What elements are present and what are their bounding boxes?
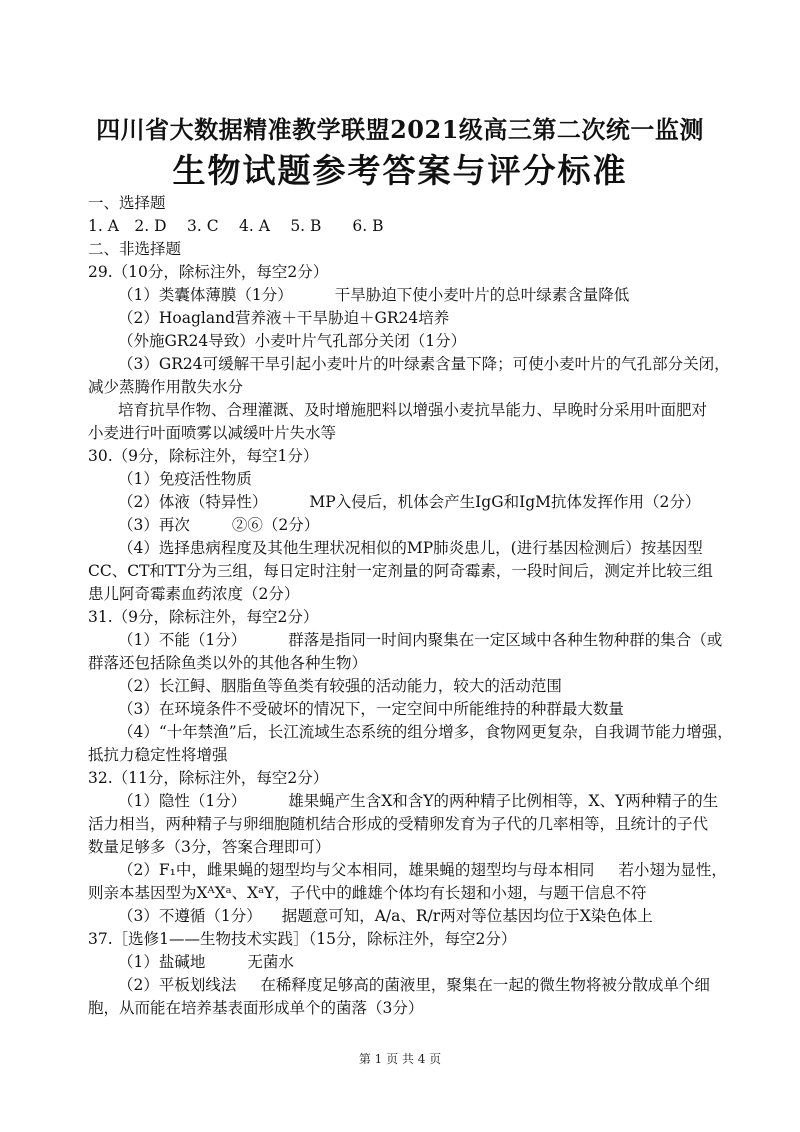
q32-answer-2: （2）F₁中，雌果蝇的翅型均与父本相同，雄果蝇的翅型均与母本相同 若小翅为显性， (118, 861, 727, 879)
q29-answer-3: （3）GR24可缓解干旱引起小麦叶片的叶绿素含量下降；可使小麦叶片的气孔部分关闭， (118, 355, 730, 373)
q29-answer-4b: 小麦进行叶面喷雾以减缓叶片失水等 (88, 424, 337, 442)
q29-heading: 29.（10分，除标注外，每空2分） (88, 263, 329, 281)
q30-answer-2: （2）体液（特异性） MP入侵后，机体会产生IgG和IgM抗体发挥作用（2分） (118, 493, 701, 511)
q32-answer-2c: 则亲本基因型为XᴬXᵃ、XᵃY，子代中的雌雄个体均有长翅和小翅，与题干信息不符 (88, 884, 647, 902)
q31-answer-1c: 群落还包括除鱼类以外的其他各种生物） (88, 654, 368, 672)
q30-answer-3: （3）再次 ②⑥（2分） (118, 516, 320, 534)
page-subtitle: 生物试题参考答案与评分标准 (172, 151, 628, 190)
q37-heading: 37.［选修1——生物技术实践］（15分，除标注外，每空2分） (88, 930, 517, 948)
q30-answer-4: （4）选择患病程度及其他生理状况相似的MP肺炎患儿，(进行基因检测后）按基因型 (118, 539, 703, 557)
q30-answer-1: （1）免疫活性物质 (118, 470, 252, 488)
q30-answer-4b: CC、CT和TT分为三组，每日定时注射一定剂量的阿奇霉素，一段时间后，测定并比较三组 (88, 562, 713, 580)
q30-heading: 30.（9分，除标注外，每空1分） (88, 447, 319, 465)
section-heading-choice: 一、选择题 (88, 194, 166, 212)
q29-answer-2b: （外施GR24导致）小麦叶片气孔部分关闭（1分） (118, 332, 467, 350)
q31-answer-1: （1）不能（1分） 群落是指同一时间内聚集在一定区域中各种生物种群的集合（或 (118, 631, 723, 649)
page-number: 第 1 页 共 4 页 (358, 1052, 442, 1066)
q29-answer-4: 培育抗旱作物、合理灌溉、及时增施肥料以增强小麦抗旱能力、早晚时分采用叶面肥对 (118, 401, 708, 419)
q29-answer-1: （1）类囊体薄膜（1分） 干旱胁迫下使小麦叶片的总叶绿素含量降低 (118, 286, 630, 304)
q31-heading: 31.（9分，除标注外，每空2分） (88, 608, 319, 626)
q37-answer-2: （2）平板划线法 在稀释度足够高的菌液里，聚集在一起的微生物将被分散成单个细 (118, 976, 710, 994)
q31-answer-4b: 抵抗力稳定性将增强 (88, 746, 228, 764)
q31-answer-2: （2）长江鲟、胭脂鱼等鱼类有较强的活动能力，较大的活动范围 (118, 677, 562, 695)
q31-answer-3: （3）在环境条件不受破坏的情况下，一定空间中所能维持的种群最大数量 (118, 700, 624, 718)
q30-answer-4c: 患儿阿奇霉素血药浓度（2分） (88, 585, 300, 603)
q29-answer-2: （2）Hoagland营养液＋干旱胁迫＋GR24培养 (118, 309, 450, 327)
q32-answer-1: （1）隐性（1分） 雄果蝇产生含X和含Y的两种精子比例相等，X、Y两种精子的生 (118, 792, 719, 810)
q32-heading: 32.（11分，除标注外，每空2分） (88, 769, 329, 787)
q32-answer-1d: 数量足够多（3分，答案合理即可） (88, 838, 331, 856)
q37-answer-1: （1）盐碱地 无菌水 (118, 953, 294, 971)
section-heading-nonchoice: 二、非选择题 (88, 240, 182, 258)
q32-answer-1c: 活力相当，两种精子与卵细胞随机结合形成的受精卵发育为子代的几率相等，且统计的子代 (88, 815, 709, 833)
choice-answers: 1. A 2. D 3. C 4. A 5. B 6. B (88, 217, 384, 235)
q31-answer-4: （4）“十年禁渔”后，长江流域生态系统的组分增多，食物网更复杂，自我调节能力增强， (118, 723, 733, 741)
q29-answer-3b: 减少蒸腾作用散失水分 (88, 378, 244, 396)
page-title: 四川省大数据精准教学联盟2021级高三第二次统一监测 (96, 115, 704, 144)
q37-answer-2c: 胞，从而能在培养基表面形成单个的菌落（3分） (88, 999, 424, 1017)
q32-answer-3: （3）不遵循（1分） 据题意可知，A/a、R/r两对等位基因均位于X染色体上 (118, 907, 653, 925)
